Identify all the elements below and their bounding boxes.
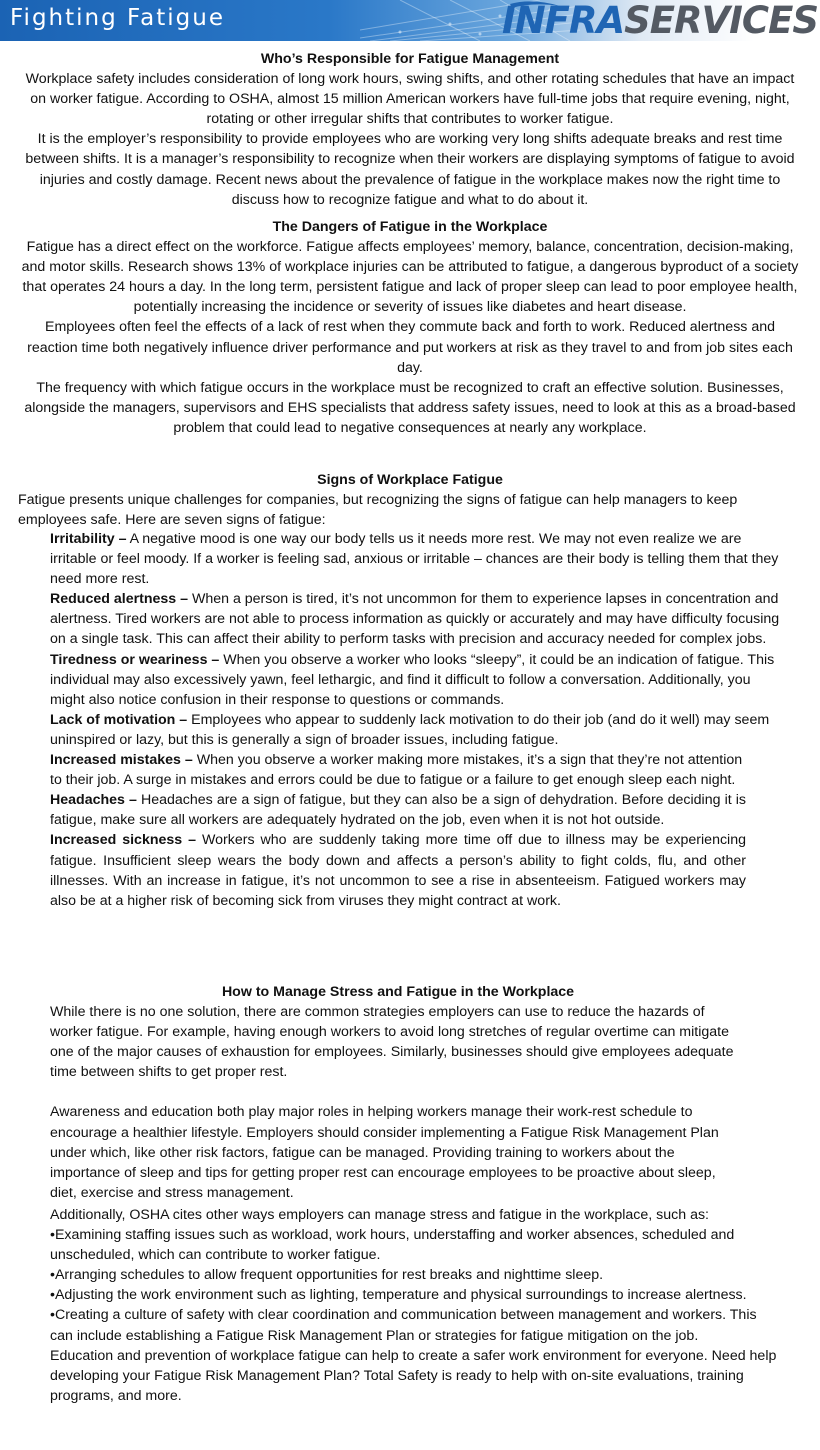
list-item [50, 790, 746, 830]
list-item [50, 710, 780, 750]
paragraph: Education and prevention of workplace fatigue can help to create a safer work environment for everyone. Need help developing your Fatigue Risk Management Plan? Total Safety is ready to help with on-site evaluations, training programs, and more. [50, 1347, 777, 1404]
bullet-item: •Examining staffing issues such as workload, work hours, understaffing and worker absences, scheduled and unscheduled, which can contribute to worker fatigue. [50, 1227, 735, 1264]
section-heading: How to Manage Stress and Fatigue in the Workplace [221, 984, 575, 1000]
section-manage [50, 982, 777, 1406]
header-banner [0, 0, 820, 41]
sign-term: Increased mistakes – [50, 752, 193, 769]
section-heading: Who’s Responsible for Fatigue Management [260, 51, 560, 67]
sign-text: When you observe a worker who looks “sleepy”, it could be an indication of fatigue. This individual may also excessively yawn, feel lethargic, and find it difficult to follow a conversation. Additionally, you might also notice confusion in their response to questions or commands. [50, 651, 775, 708]
sign-term: Lack of motivation – [50, 711, 188, 728]
sign-text: When you observe a worker making more mistakes, it’s a sign that they’re not attention to their job. A surge in mistakes and errors could be due to fatigue or a failure to get enough sleep each night. [50, 752, 743, 789]
list-item [50, 830, 746, 910]
logo-swoosh-icon [502, 0, 562, 41]
sign-term: Reduced alertness – [50, 591, 188, 608]
sign-text: When a person is tired, it’s not uncommon for them to experience lapses in concentration and alertness. Tired workers are not able to process information as quickly or accurately and may have difficulty focusing on a single task. This can affect their ability to perform tasks with precision and accuracy needed for complex jobs. [50, 591, 780, 648]
list-item [50, 750, 750, 790]
sign-text: Employees who appear to suddenly lack motivation to do their job (and do it well) may seem uninspired or lazy, but this is generally a sign of broader issues, including fatigue. [50, 711, 770, 748]
paragraph: Additionally, OSHA cites other ways employers can manage stress and fatigue in the workplace, such as: [50, 1206, 709, 1223]
paragraph: The frequency with which fatigue occurs in the workplace must be recognized to craft an effective solution. Businesses, alongside the managers, supervisors and EHS specialists that address safety issues, need to look at this as a broad-based problem that could lead to negative consequences at nearly any workplace. [24, 379, 796, 436]
section-dangers [18, 217, 802, 438]
infraservices-logo [502, 0, 818, 41]
bullet-item: •Creating a culture of safety with clear coordination and communication between management and workers. This can include establishing a Fatigue Risk Management Plan or strategies for fatigue mitigation on the job. [50, 1307, 757, 1344]
header-title: Fighting Fatigue [10, 5, 225, 31]
sign-text: A negative mood is one way our body tells us it needs more rest. We may not even realize we are irritable or feel moody. If a worker is feeling sad, anxious or irritable – chances are their body is telling them that they need more rest. [50, 531, 779, 588]
logo-text-infra: INFRA [501, 0, 625, 41]
paragraph: Employees often feel the effects of a lack of rest when they commute back and forth to work. Reduced alertness and reaction time both negatively influence driver performance and put workers at risk as they travel to and from job sites each day. [27, 319, 793, 376]
paragraph: It is the employer’s responsibility to provide employees who are working very long shifts adequate breaks and rest time between shifts. It is a manager’s responsibility to recognize when their workers are displaying symptoms of fatigue to avoid injuries and costly damage. Recent news about the prevalence of fatigue in the workplace makes now the right time to discuss how to recognize fatigue and what to do about it. [25, 131, 795, 208]
sign-term: Increased sickness – [50, 832, 197, 849]
paragraph: Awareness and education both play major roles in helping workers manage their work-rest schedule to encourage a healthier lifestyle. Employers should consider implementing a Fatigue Risk Management Plan under which, like other risk factors, fatigue can be managed. Providing training to workers about the importance of sleep and tips for getting proper rest can encourage employees to be proactive about sleep, diet, exercise and stress management. [50, 1104, 719, 1201]
section-responsibility [18, 49, 802, 210]
spacer [50, 1082, 770, 1102]
paragraph: Fatigue presents unique challenges for companies, but recognizing the signs of fatigue can help managers to keep employees safe. Here are seven signs of fatigue: [18, 492, 738, 529]
section-heading: Signs of Workplace Fatigue [317, 472, 503, 488]
paragraph: While there is no one solution, there are common strategies employers can use to reduce the hazards of worker fatigue. For example, having enough workers to avoid long stretches of regular overtime can mitigate one of the major causes of exhaustion for employees. Similarly, businesses should give employees adequate time between shifts to get proper rest. [50, 1004, 734, 1081]
paragraph: Workplace safety includes consideration of long work hours, swing shifts, and other rotating schedules that have an impact on worker fatigue. According to OSHA, almost 15 million American workers have full-time jobs that require evening, night, rotating or other irregular shifts that contributes to worker fatigue. [25, 71, 795, 128]
list-item [50, 529, 780, 589]
sign-term: Tiredness or weariness – [50, 651, 220, 668]
sign-text: Headaches are a sign of fatigue, but they can also be a sign of dehydration. Before deciding it is fatigue, make sure all workers are adequately hydrated on the job, even when it is not hot outside. [50, 792, 746, 829]
sign-term: Irritability – [50, 531, 127, 547]
paragraph: Fatigue has a direct effect on the workforce. Fatigue affects employees’ memory, balance, concentration, decision-making, and motor skills. Research shows 13% of workplace injuries can be attributed to fatigue, a dangerous byproduct of a society that operates 24 hours a day. In the long term, persistent fatigue and lack of proper sleep can lead to poor employee health, potentially increasing the incidence or severity of issues like diabetes and heart disease. [21, 239, 799, 316]
section-signs [18, 470, 802, 530]
list-item [50, 650, 780, 710]
sign-term: Headaches – [50, 792, 137, 809]
signs-list [50, 529, 780, 911]
list-item [50, 589, 780, 649]
logo-text-services: SERVICES [624, 0, 818, 41]
section-heading: The Dangers of Fatigue in the Workplace [272, 219, 548, 235]
bullet-item: •Arranging schedules to allow frequent opportunities for rest breaks and nighttime sleep. [50, 1267, 604, 1284]
bullet-item: •Adjusting the work environment such as lighting, temperature and physical surroundings to increase alertness. [50, 1287, 747, 1304]
sign-text: Workers who are suddenly taking more time off due to illness may be experiencing fatigue. Insufficient sleep wears the body down and affects a person’s ability to fight colds, flu, and other illnesses. With an increase in fatigue, it’s not uncommon to see a rise in absenteeism. Fatigued workers may also be at a higher risk of becoming sick from viruses they might contract at work. [50, 832, 746, 909]
